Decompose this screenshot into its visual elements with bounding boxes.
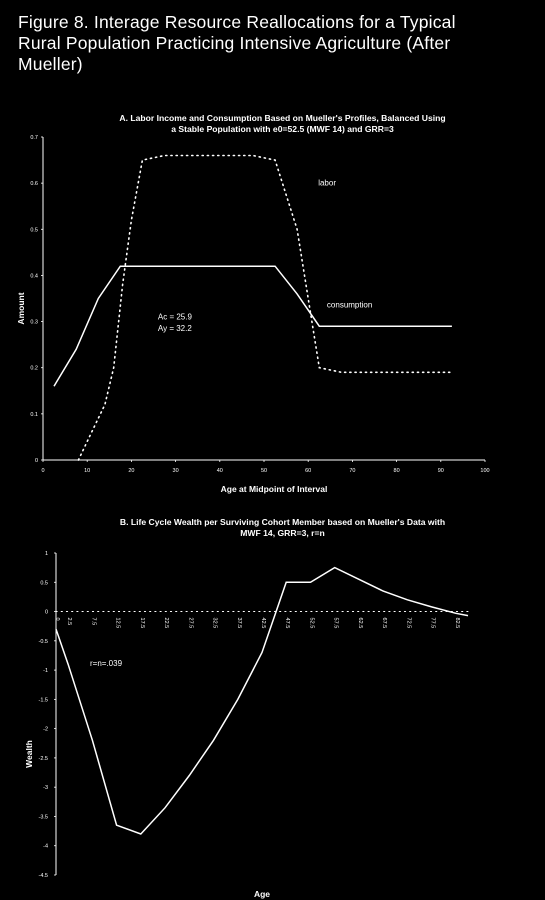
chart-a-x-tick-label: 10 [84, 468, 91, 474]
chart-b-x-tick-label: 12.5 [114, 617, 121, 629]
figure-title-line-2: Rural Population Practicing Intensive Agriculture (After [18, 33, 451, 53]
chart-a-x-tick-label: 70 [349, 468, 356, 474]
chart-b-x-tick-label: 77.5 [429, 617, 436, 629]
chart-b-x-tick-label: 0 [54, 617, 60, 621]
chart-a-title-line-1: A. Labor Income and Consumption Based on Mueller's Profiles, Balanced Using [119, 113, 446, 123]
chart-a-series-labor-label: labor [318, 178, 336, 188]
chart-a-x-tick-label: 30 [172, 468, 179, 474]
chart-a-x-tick-label: 40 [216, 468, 223, 474]
chart-a-x-tick-label: 100 [480, 468, 490, 474]
chart-b-y-tick-label: -2 [43, 726, 48, 733]
chart-b-x-tick-label: 82.5 [453, 617, 460, 629]
chart-b-y-tick-label: -4.5 [38, 873, 48, 879]
chart-a-y-tick-label: 0.3 [30, 319, 38, 326]
figure-title-line-3: Mueller) [18, 54, 83, 74]
chart-a-x-tick-label: 60 [305, 468, 312, 474]
chart-b-y-tick-label: -1 [43, 668, 48, 675]
chart-a-y-tick-label: 0.1 [30, 411, 38, 418]
chart-b-x-tick-label: 27.5 [187, 617, 194, 629]
chart-a-y-tick-label: 0.7 [30, 135, 38, 141]
chart-b-y-tick-label: 1 [44, 551, 48, 557]
chart-b-y-tick-label: -3 [43, 785, 48, 792]
chart-a-x-tick-label: 90 [437, 468, 444, 474]
chart-b-title-line-2: MWF 14, GRR=3, r=n [240, 528, 325, 538]
chart-b-series-0-line [56, 568, 468, 834]
chart-b-x-axis-label: Age [253, 889, 271, 899]
chart-b-x-tick-label: 32.5 [211, 617, 218, 629]
chart-b-x-tick-label: 42.5 [260, 617, 266, 629]
chart-a-series-labor-line [78, 156, 452, 461]
chart-a-y-tick-label: 0.5 [30, 227, 38, 234]
chart-a-annotation-ac: Ac = 25.9 [157, 312, 192, 322]
chart-b-title-line-1: B. Life Cycle Wealth per Surviving Cohort Member based on Mueller's Data with [119, 517, 446, 527]
chart-b-y-tick-label: -2.5 [38, 755, 48, 762]
chart-b-y-tick-label: 0.5 [40, 580, 48, 587]
chart-b-x-tick-label: 17.5 [138, 617, 145, 629]
chart-b-y-axis-label: Wealth [24, 740, 34, 768]
chart-b-x-tick-label: 47.5 [284, 617, 291, 629]
chart-b-y-tick-label: -0.5 [38, 638, 48, 645]
chart-a-x-tick-label: 20 [128, 468, 135, 474]
chart-a-x-tick-label: 80 [393, 468, 400, 474]
chart-a-y-tick-label: 0.4 [30, 273, 38, 280]
chart-b-x-tick-label: 67.5 [381, 617, 388, 629]
chart-a-title-line-2: a Stable Population with e0=52.5 (MWF 14) and GRR=3 [171, 124, 394, 134]
chart-a-y-axis-label: Amount [16, 292, 26, 325]
chart-a-x-tick-label: 50 [260, 468, 268, 474]
chart-b-x-tick-label: 62.5 [356, 617, 363, 629]
chart-a-y-tick-label: 0.6 [30, 181, 38, 188]
chart-a-y-tick-label: 0.2 [30, 365, 38, 372]
chart-b-x-tick-label: 72.5 [405, 617, 412, 629]
chart-b-x-tick-label: 22.5 [163, 617, 170, 629]
chart-a-series-consumption-label: consumption [326, 300, 373, 310]
chart-b-y-tick-label: -3.5 [38, 814, 48, 821]
chart-a-x-tick-label: 0 [41, 468, 45, 474]
chart-b-y-tick-label: 0 [44, 609, 48, 616]
chart-b-x-tick-label: 52.5 [308, 617, 315, 629]
chart-b-x-tick-label: 57.5 [332, 617, 339, 629]
chart-a-annotation-ay: Ay = 32.2 [157, 323, 192, 333]
chart-b-y-tick-label: -4 [43, 843, 48, 850]
chart-b-x-tick-label: 2.5 [66, 617, 73, 626]
chart-a-x-axis-label: Age at Midpoint of Interval [220, 484, 328, 494]
chart-b-x-tick-label: 7.5 [90, 617, 97, 626]
chart-b-annotation-rate: r=n=.039 [90, 658, 123, 668]
chart-a-y-tick-label: 0 [34, 458, 38, 464]
figure-title-line-1: Figure 8. Interage Resource Reallocations for a Typical [18, 12, 456, 32]
chart-b-y-tick-label: -1.5 [38, 697, 48, 704]
chart-b-x-tick-label: 37.5 [235, 617, 242, 629]
